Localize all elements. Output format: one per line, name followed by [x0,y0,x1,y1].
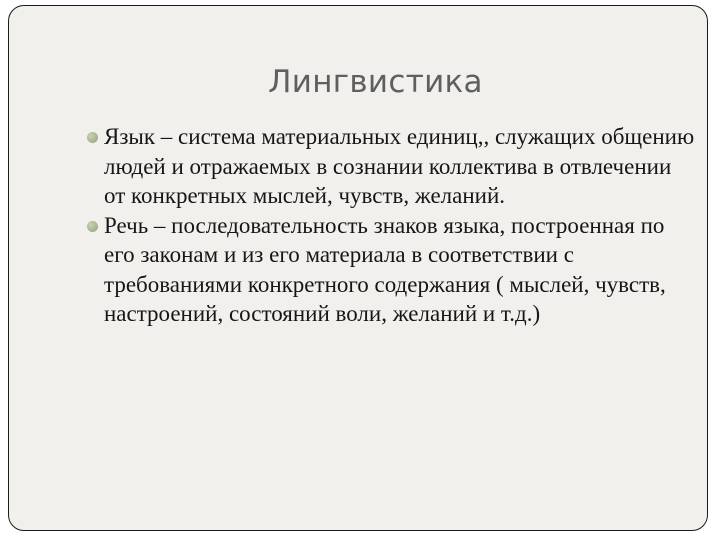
bullet-item-language [87,122,697,211]
bullet-item-speech [87,211,697,329]
slide-title: Лингвистика [268,64,483,100]
bullet-text: Язык – система материальных единиц,, служащих общению людей и отражаемых в сознании коллектива в отвлечении от конкретных мыслей, чувств, желаний. [104,124,695,208]
slide [8,5,708,531]
bullet-text: Речь – последовательность знаков языка, построенная по его законам и из его материала в соответствии с требованиями конкретного содержания ( мыслей, чувств, настроений, состояний воли, желаний и т.д.) [104,212,666,326]
round-bullet-icon [87,132,98,143]
round-bullet-icon [87,221,98,232]
bullet-list [87,122,697,329]
